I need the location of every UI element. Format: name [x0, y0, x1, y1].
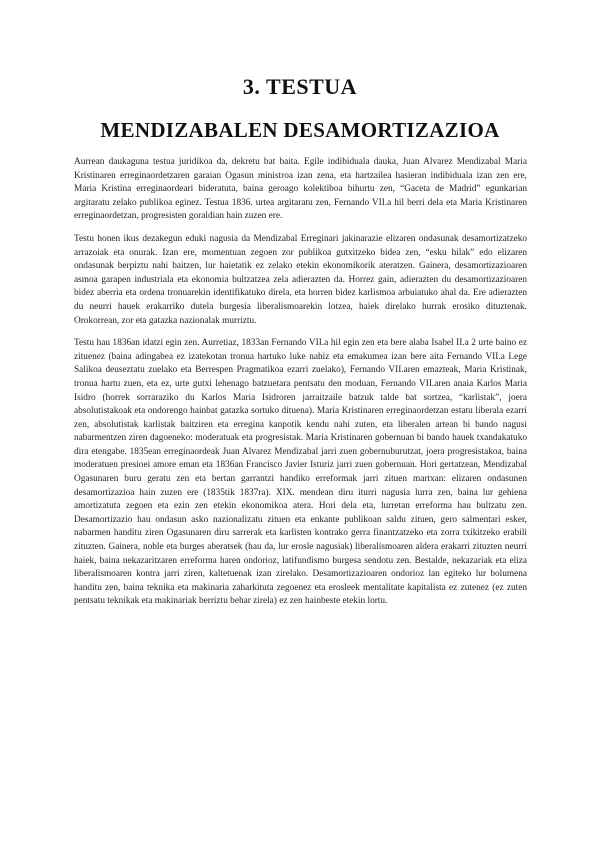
- document-title: MENDIZABALEN DESAMORTIZAZIOA: [100, 118, 500, 142]
- document-body: [74, 156, 527, 618]
- paragraph-main-content: Testu honen ikus dezakegun eduki nagusia da Mendizabal Erreginari jakinarazie elizaren ondasunak desamortizatzeko arrazoiak eta onurak. Izan ere, momentuan zegoen zor publikoa gutxitzeko bidea zen, “esku hilak” edo elizaren ondasunak berpiztu nahi baitzen, lur haietatik ez zelako etekin ekonomikorik ateratzen. Gainera, desamortizazioaren asmoa garapen industriala eta ekonomia bultzatzea zela adierazten da. Horrez gain, adierazten du desamortizazioaren bidez aberria eta ordena tronuarekin identifikatuko direla, eta horren bidez karlismoa arbuiatuko ahal da. Ere adierazten du neurri hauek erakarriko dutela burgesia liberalismoarekin lotzea, haiek direlako hurrak erosiko dituztenak. Orokorrean, zor eta gatazka nazionalak murriztu.: [74, 233, 527, 326]
- paragraph-classification: Aurrean daukaguna testua juridikoa da, dekretu bat baita. Egile indibiduala dauka, Juan Alvarez Mendizabal Maria Kristinaren erreginaordetzaren garaian Ogasun ministroa izan zena, eta hartzailea hasieran indibiduala izan zen ere, Maria Kristina erreginaordeari bideratuta, baina geroago kolektiboa bihurtu zen, “Gaceta de Madrid” egunkarian argitaratu zelako publikoa eginez. Testua 1836. urtea argitaratu zen, Fernando VII.a hil berri dela eta Maria Kristinaren erreginaordetzan, progresisten goraldian hain zuzen ere.: [74, 157, 527, 222]
- document-number: 3. TESTUA: [242, 74, 358, 99]
- paragraph-historical-context: Testu hau 1836an idatzi egin zen. Aurretiaz, 1833an Fernando VII.a hil egin zen eta bere alaba Isabel II.a 2 urte baino ez zituenez (baina adingabea ez izatekotan tronua hartuko luke nahiz eta emakumea izan bere aita Fernando VII.a Lege Salikoa deuseztatu zuelako eta Berrespen Pragmatikoa ezarri zuelako), Fernando VII.aren emazteak, Maria Kristinak, tronua hartu zuen, eta ez, urte gutxi lehenago batzuetara pentsatu den moduan, Fernando VII.aren anaia Karlos Maria Isidro (horrek sorraraziko du Karlos Maria Isidroren jarraitzaile batzuk talde bat sortzea, “karlistak”, joera absolutistakoak eta ondorengo hainbat gatazka sortuko dituena). Maria Kristinaren erreginaordetzan estatu liberala ezarri zen, absolutistak karlistak baitziren eta erregina kanpotik kendu nahi zuten, eta liberalen artean bi bando nagusi nabarmentzen ziren dagoeneko: moderatuak eta progresistak. Maria Kristinaren gobernuan bi bando hauek txandakatuko dira etengabe. 1835ean erreginaordeak Juan Alvarez Mendizabal jarri zuen gobernuburutzat, joera progresistakoa, baina moderatuen presioei amore eman eta 1836an Francisco Javier Isturiz jarri zuen gobernuan. Hori gertatzean, Mendizabal Ogasunaren buru geratu zen eta bertan garrantzi handiko erreformak jarri zituen martxan: elizaren ondasunen desamortizazioa hain zuzen ere (1835tik 1837ra). XIX. mendean diru iturri nagusia lurra zen, baina lur gehiena amortizatuta zegoen eta ezin zen etekin ekonomikoa atera. Hori dela eta, lurretan erreforma hau bultzatu zen. Desamortizazio hau ondasun asko nazionalizatu zituen eta enkante publikoan saldu zituen, gero salmentari esker, nabarmen handitu ziren Ogasunaren diru sarrerak eta karlisten kontrako gerra finantzatzeko eta zorra txikitzeko erabili zituzten. Gainera, noble eta burges aberatsek (hau da, lur erosle nagusiak) liberalismoaren aldera erakarri zituzten neurri haiek, baina nekazaritzaren erreforma haren ondorioz, latifundismo burgesa sendotu zen. Bestalde, nekazariak eta eliza liberalismoaren kontra jarri ziren, kaltetuenak izan zirelako. Desamortizazioaren ondorioz lan egiteko lur bolumena handitu zen, baina teknika eta makinaria zaharkituta zegoenez eta erosleek mentalitate kapitalista ez zutenez (ez zuten pentsatu teknikak eta makinariak berriztu behar zirela) ez zen hainbeste etekin lortu.: [74, 338, 527, 607]
